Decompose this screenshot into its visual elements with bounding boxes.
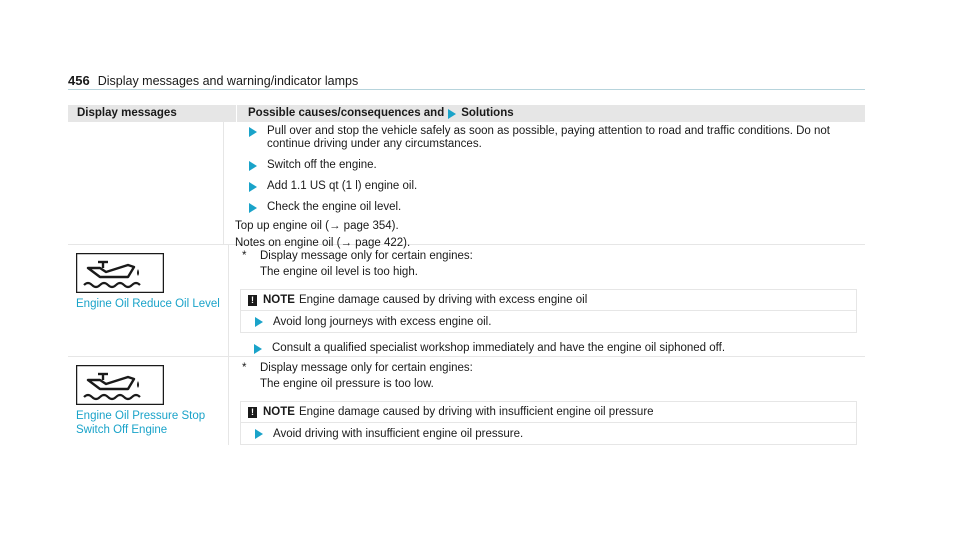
note-action-box	[240, 423, 857, 445]
list-item	[235, 125, 857, 151]
asterisk: *	[242, 362, 247, 374]
list-item	[240, 342, 857, 355]
table-row	[68, 357, 865, 445]
causes-cell	[229, 357, 865, 445]
note-box	[240, 401, 857, 423]
display-cell	[68, 245, 229, 356]
note-label: NOTE	[263, 406, 295, 418]
step-text: Check the engine oil level.	[267, 201, 402, 213]
col-header-causes	[237, 105, 514, 122]
display-cell	[68, 357, 229, 445]
list-item	[235, 180, 857, 193]
message-title: Engine Oil Reduce Oil Level	[76, 298, 220, 310]
display-cell-empty	[68, 122, 224, 244]
list-item	[235, 159, 857, 172]
engine-note	[240, 362, 857, 375]
link-top-up-oil[interactable]: Top up engine oil (→ page 354).	[235, 220, 399, 232]
note-label: NOTE	[263, 294, 295, 306]
message-title-line1: Engine Oil Pressure Stop	[76, 410, 206, 422]
step-text: Pull over and stop the vehicle safely as soon as possible, paying attention to road and traffic conditions. Do not continue driving under any circumstances.	[267, 125, 830, 150]
col-header-causes-text: Possible causes/consequences and	[248, 107, 445, 119]
engine-oil-icon	[76, 253, 164, 293]
table-header	[68, 105, 865, 122]
engine-note-text: Display message only for certain engines:	[260, 250, 473, 262]
causes-cell	[229, 245, 865, 356]
messages-table	[68, 105, 865, 445]
step-arrow-icon	[255, 429, 263, 439]
step-text: Add 1.1 US qt (1 l) engine oil.	[267, 180, 418, 192]
warning-icon: !	[248, 407, 257, 418]
page-header-title: Display messages and warning/indicator lamps	[97, 74, 359, 88]
step-arrow-icon	[255, 317, 263, 327]
step-text: Switch off the engine.	[267, 159, 377, 171]
causes-cell	[224, 122, 865, 249]
link-notes-engine-oil[interactable]: Notes on engine oil (→ page 422).	[235, 237, 411, 249]
cause-text: The engine oil level is too high.	[260, 266, 418, 278]
table-row	[68, 122, 865, 249]
step-text: Consult a qualified specialist workshop immediately and have the engine oil siphoned off.	[272, 342, 726, 354]
note-text: Engine damage caused by driving with insufficient engine oil pressure	[298, 406, 654, 418]
col-header-solutions-text: Solutions	[461, 107, 514, 119]
engine-note-text: Display message only for certain engines:	[260, 362, 473, 374]
asterisk: *	[242, 250, 247, 262]
note-action-box	[240, 311, 857, 333]
col-header-display-messages: Display messages	[77, 107, 177, 119]
page-header	[68, 73, 358, 88]
page-number: 456	[68, 73, 90, 88]
header-divider	[68, 89, 865, 90]
step-text: Avoid long journeys with excess engine oil.	[273, 315, 492, 328]
warning-icon: !	[248, 295, 257, 306]
solution-arrow-icon	[448, 109, 456, 119]
list-item	[235, 201, 857, 214]
note-text: Engine damage caused by driving with excess engine oil	[298, 294, 588, 306]
step-text: Avoid driving with insufficient engine oil pressure.	[273, 427, 524, 440]
message-title-line2: Switch Off Engine	[76, 424, 168, 436]
engine-oil-icon	[76, 365, 164, 405]
engine-note	[240, 250, 857, 263]
step-arrow-icon	[249, 182, 257, 192]
note-box	[240, 289, 857, 311]
step-arrow-icon	[254, 344, 262, 354]
step-arrow-icon	[249, 127, 257, 137]
step-arrow-icon	[249, 203, 257, 213]
table-row	[68, 245, 865, 357]
cause-text: The engine oil pressure is too low.	[260, 378, 434, 390]
step-arrow-icon	[249, 161, 257, 171]
